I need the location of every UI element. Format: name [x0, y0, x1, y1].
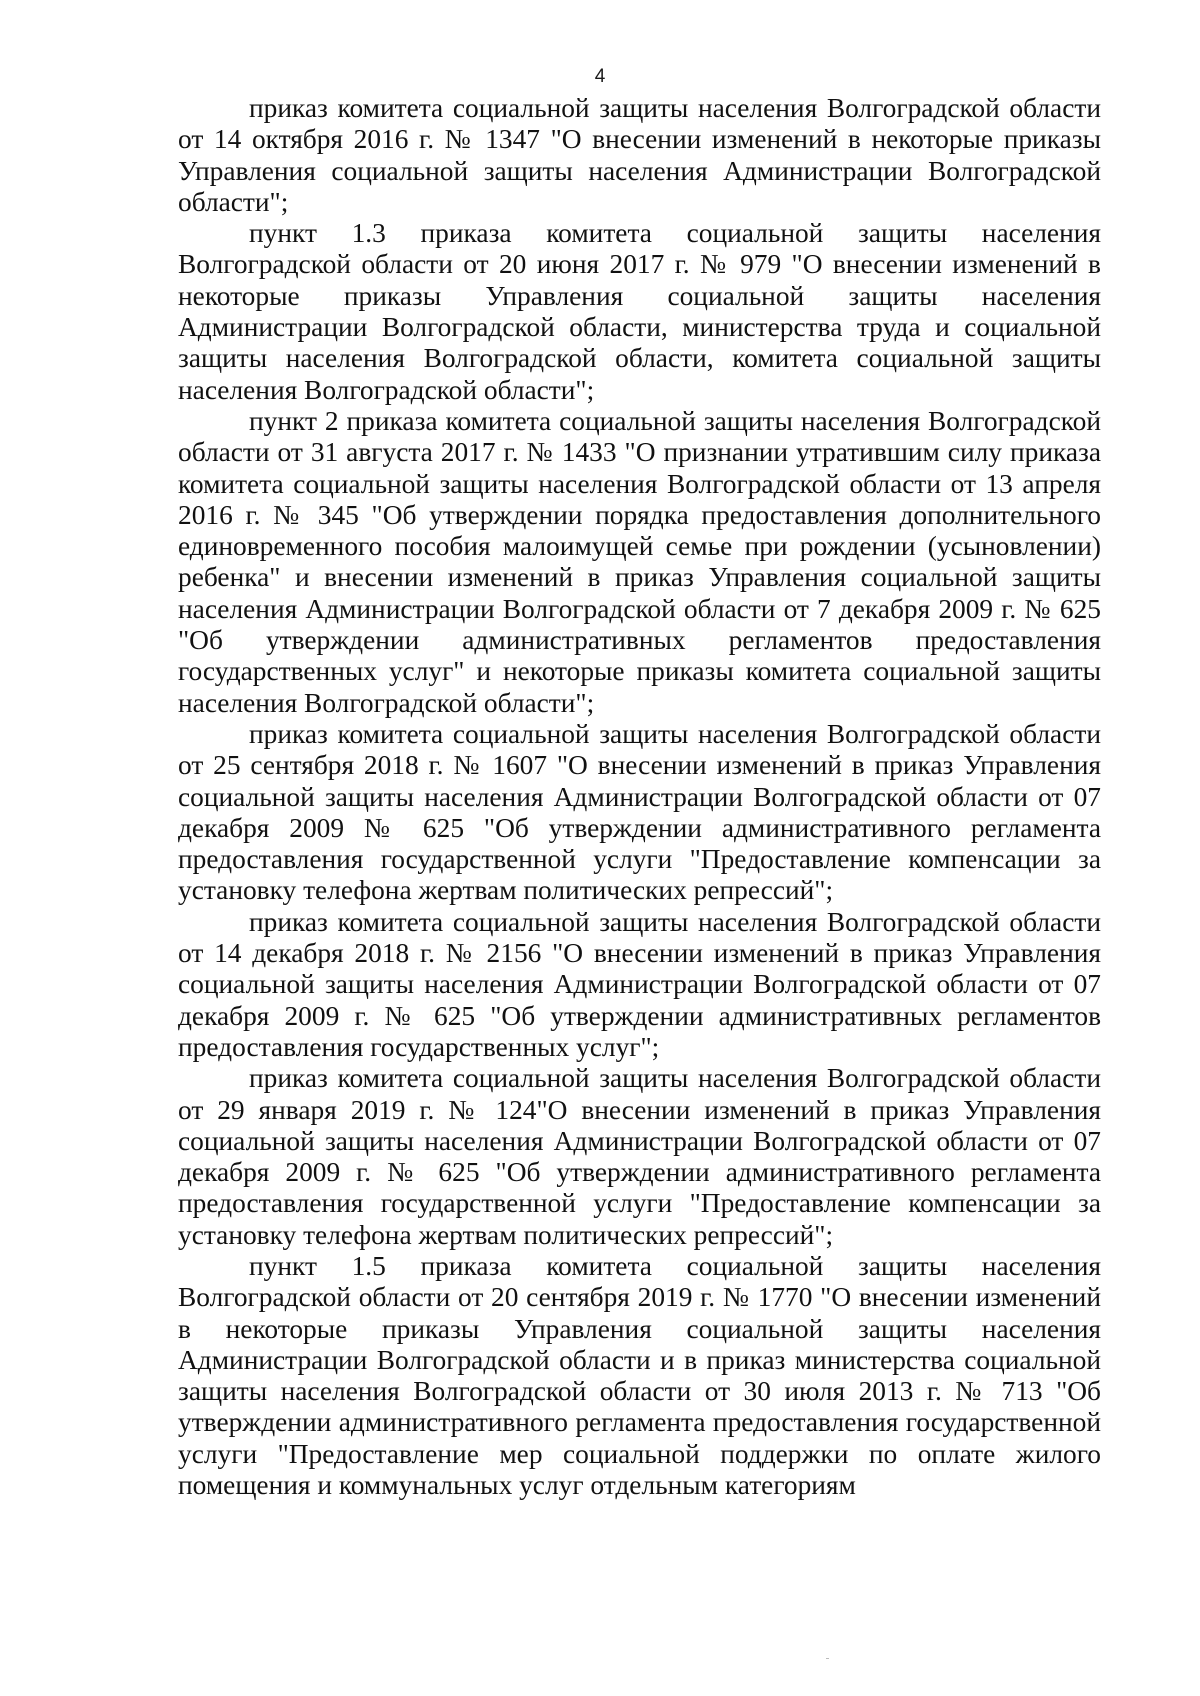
paragraph-order-1607: приказ комитета социальной защиты населения Волгоградской области от 25 сентября 2018 г. № 1607 "О внесении изменений в приказ Управления социальной защиты населения Администрации Волгоградской области от 07 декабря 2009 № 625 "Об утверждении административного регламента предоставления государственной услуги "Предоставление компенсации за установку телефона жертвам политических репрессий"; [178, 718, 1101, 906]
paragraph-order-1347: приказ комитета социальной защиты населения Волгоградской области от 14 октября 2016 г. № 1347 "О внесении изменений в некоторые приказы Управления социальной защиты населения Администрации Волгоградской области"; [178, 93, 1101, 217]
document-body [178, 93, 1101, 1501]
paragraph-order-2156: приказ комитета социальной защиты населения Волгоградской области от 14 декабря 2018 г. № 2156 "О внесении изменений в приказ Управления социальной защиты населения Администрации Волгоградской области от 07 декабря 2009 г. № 625 "Об утверждении административных регламентов предоставления государственных услуг"; [178, 906, 1101, 1062]
paragraph-order-124: приказ комитета социальной защиты населения Волгоградской области от 29 января 2019 г. № 124"О внесении изменений в приказ Управления социальной защиты населения Администрации Волгоградской области от 07 декабря 2009 г. № 625 "Об утверждении административного регламента предоставления государственной услуги "Предоставление компенсации за установку телефона жертвам политических репрессий"; [178, 1063, 1101, 1250]
page-number: 4 [594, 66, 606, 87]
paragraph-order-1433: пункт 2 приказа комитета социальной защиты населения Волгоградской области от 31 августа 2017 г. № 1433 "О признании утратившим силу приказа комитета социальной защиты населения Волгоградской области от 13 апреля 2016 г. № 345 "Об утверждении порядка предоставления дополнительного единовременного пособия малоимущей семье при рождении (усыновлении) ребенка" и внесении изменений в приказ Управления социальной защиты населения Администрации Волгоградской области от 7 декабря 2009 г. № 625 "Об утверждении административных регламентов предоставления государственных услуг" и некоторые приказы комитета социальной защиты населения Волгоградской области"; [178, 405, 1101, 718]
scan-speck [826, 1658, 829, 1659]
paragraph-order-979: пункт 1.3 приказа комитета социальной защиты населения Волгоградской области от 20 июня 2017 г. № 979 "О внесении изменений в некоторые приказы Управления социальной защиты населения Администрации Волгоградской области, министерства труда и социальной защиты населения Волгоградской области, комитета социальной защиты населения Волгоградской области"; [178, 218, 1101, 405]
paragraph-order-1770: пункт 1.5 приказа комитета социальной защиты населения Волгоградской области от 20 сентября 2019 г. № 1770 "О внесении изменений в некоторые приказы Управления социальной защиты населения Администрации Волгоградской области и в приказ министерства социальной защиты населения Волгоградской области от 30 июля 2013 г. № 713 "Об утверждении административного регламента предоставления государственной услуги "Предоставление мер социальной поддержки по оплате жилого помещения и коммунальных услуг отдельным категориям [178, 1250, 1101, 1501]
